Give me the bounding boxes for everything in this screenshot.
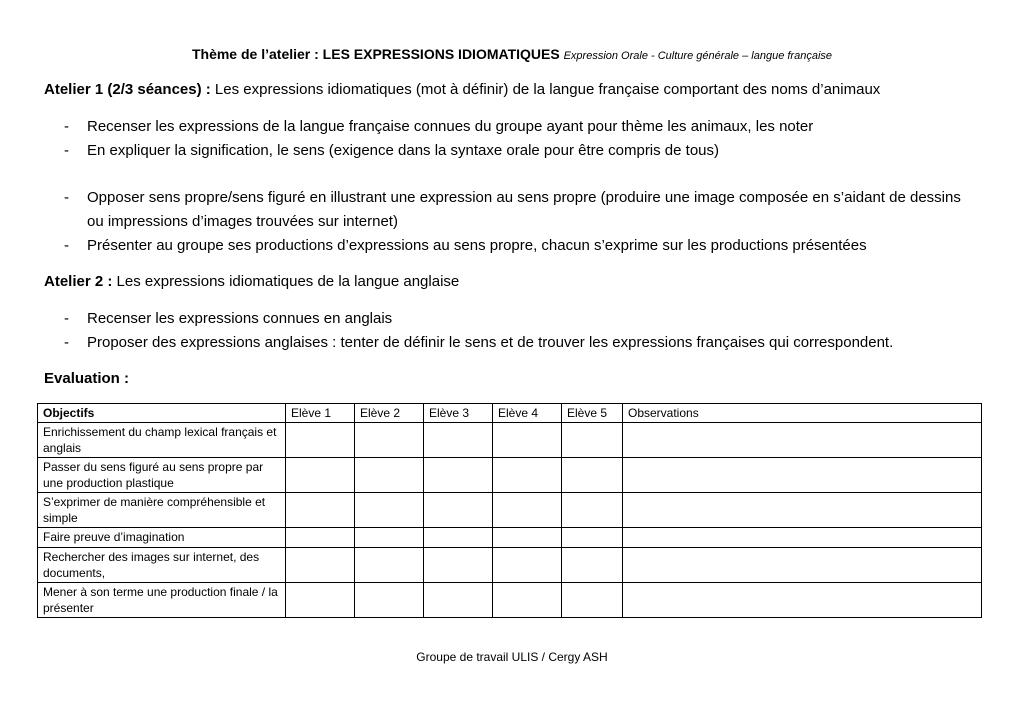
observation-cell[interactable] <box>623 423 982 458</box>
bullet-dash: - <box>64 237 69 254</box>
grade-cell[interactable] <box>286 493 355 528</box>
grade-cell[interactable] <box>355 423 424 458</box>
list-item-text: Opposer sens propre/sens figuré en illustrant une expression au sens propre (produire une image composée en s’aidant de dessins ou impressions d’images trouvées sur internet) <box>87 189 961 230</box>
grade-cell[interactable] <box>562 548 623 583</box>
bullet-dash: - <box>64 310 69 327</box>
list-item-text: Présenter au groupe ses productions d’expressions au sens propre, chacun s’exprime sur les productions présentées <box>87 237 867 254</box>
bullet-dash: - <box>64 334 69 351</box>
list-item-text: En expliquer la signification, le sens (exigence dans la syntaxe orale pour être compris de tous) <box>87 142 720 159</box>
table-row <box>38 423 982 458</box>
grade-cell[interactable] <box>355 493 424 528</box>
objective-cell: Enrichissement du champ lexical français et anglais <box>38 423 286 458</box>
grade-cell[interactable] <box>355 548 424 583</box>
table-header-row <box>38 404 982 423</box>
page-footer: Groupe de travail ULIS / Cergy ASH <box>416 650 608 664</box>
title-subtitle: Expression Orale - Culture générale – langue française <box>563 50 833 62</box>
atelier1-label: Atelier 1 (2/3 séances) : <box>44 81 211 98</box>
header-eleve-5: Elève 5 <box>562 404 623 423</box>
list-item <box>44 139 964 163</box>
grade-cell[interactable] <box>355 528 424 548</box>
header-eleve-1: Elève 1 <box>286 404 355 423</box>
list-item-text: Proposer des expressions anglaises : tenter de définir le sens et de trouver les expressions françaises qui correspondent. <box>87 334 894 351</box>
observation-cell[interactable] <box>623 528 982 548</box>
grade-cell[interactable] <box>493 583 562 618</box>
list-item <box>44 307 964 331</box>
list-item <box>44 186 964 234</box>
grade-cell[interactable] <box>493 493 562 528</box>
grade-cell[interactable] <box>424 458 493 493</box>
atelier1-list-b <box>44 186 964 258</box>
header-eleve-2: Elève 2 <box>355 404 424 423</box>
table-row <box>38 583 982 618</box>
header-objectifs: Objectifs <box>38 404 286 423</box>
evaluation-table <box>37 403 982 618</box>
atelier2-heading <box>44 273 459 290</box>
objective-cell: Faire preuve d’imagination <box>38 528 286 548</box>
atelier1-text: Les expressions idiomatiques (mot à définir) de la langue française comportant des noms d’animaux <box>210 81 881 98</box>
list-item-text: Recenser les expressions de la langue française connues du groupe ayant pour thème les animaux, les noter <box>87 118 814 135</box>
grade-cell[interactable] <box>424 493 493 528</box>
observation-cell[interactable] <box>623 583 982 618</box>
observation-cell[interactable] <box>623 548 982 583</box>
grade-cell[interactable] <box>493 423 562 458</box>
header-eleve-4: Elève 4 <box>493 404 562 423</box>
atelier2-list <box>44 307 964 355</box>
grade-cell[interactable] <box>355 583 424 618</box>
header-observations: Observations <box>623 404 982 423</box>
header-eleve-3: Elève 3 <box>424 404 493 423</box>
grade-cell[interactable] <box>424 423 493 458</box>
evaluation-title: Evaluation : <box>44 370 130 387</box>
page-title <box>0 46 1024 62</box>
atelier2-text: Les expressions idiomatiques de la langue anglaise <box>112 273 460 290</box>
table-row <box>38 528 982 548</box>
objective-cell: Rechercher des images sur internet, des documents, <box>38 548 286 583</box>
grade-cell[interactable] <box>493 548 562 583</box>
grade-cell[interactable] <box>562 528 623 548</box>
grade-cell[interactable] <box>424 548 493 583</box>
grade-cell[interactable] <box>286 423 355 458</box>
grade-cell[interactable] <box>562 583 623 618</box>
objective-cell: Passer du sens figuré au sens propre par une production plastique <box>38 458 286 493</box>
objective-cell: Mener à son terme une production finale / la présenter <box>38 583 286 618</box>
atelier2-label: Atelier 2 : <box>44 273 113 290</box>
table-row <box>38 493 982 528</box>
atelier1-heading <box>44 81 880 98</box>
table-row <box>38 548 982 583</box>
grade-cell[interactable] <box>286 583 355 618</box>
list-item <box>44 331 964 355</box>
grade-cell[interactable] <box>562 493 623 528</box>
grade-cell[interactable] <box>424 528 493 548</box>
grade-cell[interactable] <box>286 458 355 493</box>
grade-cell[interactable] <box>493 528 562 548</box>
bullet-dash: - <box>64 142 69 159</box>
observation-cell[interactable] <box>623 493 982 528</box>
grade-cell[interactable] <box>424 583 493 618</box>
list-item-text: Recenser les expressions connues en anglais <box>87 310 393 327</box>
grade-cell[interactable] <box>562 458 623 493</box>
grade-cell[interactable] <box>355 458 424 493</box>
grade-cell[interactable] <box>562 423 623 458</box>
observation-cell[interactable] <box>623 458 982 493</box>
title-main: Thème de l’atelier : LES EXPRESSIONS IDIOMATIQUES <box>191 46 560 62</box>
bullet-dash: - <box>64 189 69 206</box>
atelier1-list-a <box>44 115 964 163</box>
bullet-dash: - <box>64 118 69 135</box>
list-item <box>44 234 964 258</box>
table-row <box>38 458 982 493</box>
grade-cell[interactable] <box>493 458 562 493</box>
grade-cell[interactable] <box>286 548 355 583</box>
grade-cell[interactable] <box>286 528 355 548</box>
objective-cell: S’exprimer de manière compréhensible et simple <box>38 493 286 528</box>
list-item <box>44 115 964 139</box>
